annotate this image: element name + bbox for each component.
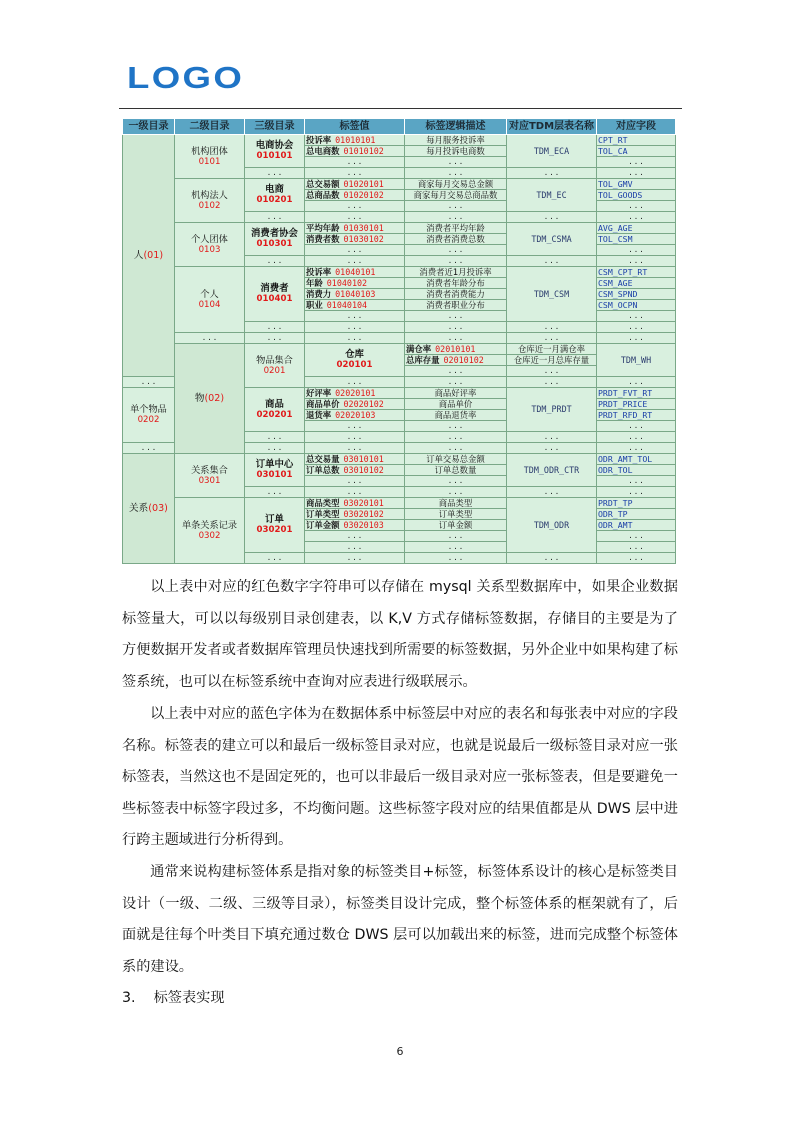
level3-cell: 消费者 010401 <box>245 267 305 322</box>
tag-desc-cell: 消费者年龄分布 <box>405 278 507 289</box>
tag-value-cell: 商品类型 03020101 <box>305 498 405 509</box>
field-cell: . . . <box>597 542 676 553</box>
tag-desc-cell: . . . <box>405 432 507 443</box>
paragraph-blue-fields: 以上表中对应的蓝色字体为在数据体系中标签层中对应的表名和每张表中对应的字段名称。标签表的建立可以和最后一级标签目录对应，也就是说最后一级标签目录对应一张标签表，当然这也不是固定死的，也可以非最后一级目录对应一张标签表，但是要避免一些标签表中标签字段过多，不均衡问题。这些标签字段对应的结果值都是从 DWS 层中进行跨主题域进行分析得到。 <box>122 706 678 848</box>
field-cell: AVG_AGE <box>597 223 676 234</box>
field-cell: . . . <box>597 322 676 333</box>
level1-cell: 物(02) <box>175 344 245 454</box>
tag-value-cell: 总交易额 01020101 <box>305 179 405 190</box>
tag-value-cell: 总电商数 01010102 <box>305 146 405 157</box>
tag-value-cell: 消费者数 01030102 <box>305 234 405 245</box>
page-number: 6 <box>396 1045 404 1058</box>
field-cell: . . . <box>597 377 676 388</box>
tag-desc-cell: 消费者平均年龄 <box>405 223 507 234</box>
tag-value-cell: 总交易量 03010101 <box>305 454 405 465</box>
tag-desc-cell: . . . <box>405 476 507 487</box>
level2-cell: 个人团体 0103 <box>175 223 245 267</box>
tag-desc-cell: . . . <box>405 377 507 388</box>
tag-desc-cell: . . . <box>405 487 507 498</box>
tag-desc-cell: . . . <box>405 311 507 322</box>
tag-value-cell: 好评率 02020101 <box>305 388 405 399</box>
field-cell: PRDT_PRICE <box>597 399 676 410</box>
level3-cell: . . . <box>245 487 305 498</box>
tag-value-cell: . . . <box>305 443 405 454</box>
tag-desc-cell: . . . <box>405 542 507 553</box>
tag-value-cell: 职业 01040104 <box>305 300 405 311</box>
level1-cell: 人(01) <box>123 135 175 377</box>
level2-cell: 个人 0104 <box>175 267 245 333</box>
tag-value-cell: . . . <box>305 245 405 256</box>
field-cell: CPT_RT <box>597 135 676 146</box>
header-tdm-table: 对应TDM层表名称 <box>507 119 597 135</box>
tag-desc-cell: 商家每月交易总商品数 <box>405 190 507 201</box>
tag-value-cell: . . . <box>305 476 405 487</box>
level3-cell: . . . <box>245 256 305 267</box>
tdm-table-cell: . . . <box>507 322 597 333</box>
tag-desc-cell: . . . <box>405 256 507 267</box>
tag-desc-cell: . . . <box>405 157 507 168</box>
field-cell: TOL_GMV <box>597 179 676 190</box>
level3-cell: . . . <box>245 322 305 333</box>
level2-cell: . . . <box>123 443 175 454</box>
tag-desc-cell: . . . <box>405 553 507 564</box>
tag-value-cell: 退货率 02020103 <box>305 410 405 421</box>
level3-cell: 订单 030201 <box>245 498 305 553</box>
tdm-table-cell: TDM_ECA <box>507 135 597 168</box>
level3-cell: . . . <box>245 443 305 454</box>
tag-value-cell: . . . <box>305 333 405 344</box>
level3-cell: 电商协会 010101 <box>245 135 305 168</box>
section-heading: 3. 标签表实现 <box>122 990 225 1006</box>
table-row <box>123 223 676 234</box>
header-level1: 一级目录 <box>123 119 175 135</box>
field-cell: . . . <box>597 553 676 564</box>
level3-cell: . . . <box>245 432 305 443</box>
table-row <box>123 179 676 190</box>
header-tag-logic: 标签逻辑描述 <box>405 119 507 135</box>
field-cell: CSM_CPT_RT <box>597 267 676 278</box>
tdm-table-cell: . . . <box>507 377 597 388</box>
tag-desc-cell: . . . <box>405 421 507 432</box>
table-header-row <box>123 119 676 135</box>
field-cell: . . . <box>597 245 676 256</box>
tdm-table-cell: TDM_ODR_CTR <box>507 454 597 487</box>
level2-cell: 物品集合 0201 <box>245 344 305 388</box>
paragraph-red-codes: 以上表中对应的红色数字字符串可以存储在 mysql 关系型数据库中，如果企业数据标签量大，可以以每级别目录创建表，以 K,V 方式存储标签数据，存储目的主要是为了方便数据开发者或者数据库管理员快速找到所需要的标签数据，另外企业中如果构建了标签系统，也可以在标签系统中查询对应表进行级联展示。 <box>122 579 678 690</box>
tag-table <box>122 118 676 564</box>
field-cell: TOL_CA <box>597 146 676 157</box>
tdm-table-cell: TDM_CSM <box>507 267 597 322</box>
tdm-table-cell: TDM_EC <box>507 179 597 212</box>
tag-value-cell: 总库存量 02010102 <box>405 355 507 366</box>
tag-value-cell: . . . <box>305 201 405 212</box>
tdm-table-cell: . . . <box>507 168 597 179</box>
field-cell: ODR_AMT <box>597 520 676 531</box>
tag-desc-cell: . . . <box>405 443 507 454</box>
tag-value-cell: 平均年龄 01030101 <box>305 223 405 234</box>
tag-value-cell: . . . <box>305 212 405 223</box>
field-cell: . . . <box>597 487 676 498</box>
tag-desc-cell: 消费者职业分布 <box>405 300 507 311</box>
tag-desc-cell: 订单交易总金额 <box>405 454 507 465</box>
field-cell: . . . <box>597 256 676 267</box>
tag-value-cell: 总商品数 01020102 <box>305 190 405 201</box>
tag-value-cell: . . . <box>305 377 405 388</box>
tag-desc-cell: . . . <box>405 212 507 223</box>
field-cell: CSM_SPND <box>597 289 676 300</box>
level1-cell: 关系(03) <box>123 454 175 564</box>
field-cell: . . . <box>597 476 676 487</box>
level3-cell: . . . <box>245 212 305 223</box>
field-cell: . . . <box>597 333 676 344</box>
field-cell: TOL_GOODS <box>597 190 676 201</box>
tag-desc-cell: 消费者消费总数 <box>405 234 507 245</box>
tag-desc-cell: . . . <box>405 333 507 344</box>
tdm-table-cell: . . . <box>507 443 597 454</box>
field-cell: . . . <box>597 432 676 443</box>
tdm-table-cell: . . . <box>507 432 597 443</box>
field-cell: ODR_TP <box>597 509 676 520</box>
table-row <box>123 454 676 465</box>
paragraph-tag-system: 通常来说构建标签体系是指对象的标签类目+标签，标签体系设计的核心是标签类目设计（一级、二级、三级等目录），标签类目设计完成，整个标签体系的框架就有了，后面就是往每个叶类目下填充通过数仓 DWS 层可以加载出来的标签，进而完成整个标签体系的建设。 <box>122 864 678 975</box>
level3-cell: . . . <box>245 553 305 564</box>
level2-cell: . . . <box>175 333 245 344</box>
tag-value-cell: . . . <box>305 542 405 553</box>
field-cell: CSM_OCPN <box>597 300 676 311</box>
tdm-table-cell: . . . <box>507 487 597 498</box>
header-field: 对应字段 <box>597 119 676 135</box>
tag-value-cell: . . . <box>305 421 405 432</box>
level3-cell: 订单中心 030101 <box>245 454 305 487</box>
tag-value-cell: . . . <box>305 157 405 168</box>
table-row <box>123 498 676 509</box>
level3-cell: 商品 020201 <box>245 388 305 432</box>
field-cell: . . . <box>597 531 676 542</box>
field-cell: . . . <box>597 168 676 179</box>
level3-cell: . . . <box>245 168 305 179</box>
table-row <box>123 267 676 278</box>
field-cell: . . . <box>597 443 676 454</box>
header-tag-value: 标签值 <box>305 119 405 135</box>
tag-value-cell: . . . <box>305 432 405 443</box>
level2-cell: 机构团体 0101 <box>175 135 245 179</box>
tdm-table-cell: TDM_ODR <box>507 498 597 553</box>
level2-cell: 机构法人 0102 <box>175 179 245 223</box>
tag-desc-cell: . . . <box>405 245 507 256</box>
tag-value-cell: . . . <box>305 553 405 564</box>
field-cell: . . . <box>597 157 676 168</box>
level3-cell: 仓库 020101 <box>305 344 405 377</box>
level3-cell: 消费者协会 010301 <box>245 223 305 256</box>
tag-desc-cell: 商家每月交易总金额 <box>405 179 507 190</box>
field-cell: ODR_TOL <box>597 465 676 476</box>
tag-desc-cell: . . . <box>507 366 597 377</box>
header-level3: 三级目录 <box>245 119 305 135</box>
tag-desc-cell: 订单金额 <box>405 520 507 531</box>
tdm-table-cell: TDM_PRDT <box>507 388 597 432</box>
field-cell: . . . <box>597 212 676 223</box>
tdm-table-cell: . . . <box>507 553 597 564</box>
tag-value-cell: . . . <box>305 311 405 322</box>
field-cell: CSM_AGE <box>597 278 676 289</box>
field-cell: . . . <box>597 311 676 322</box>
level3-cell: . . . <box>123 377 175 388</box>
tag-value-cell: . . . <box>305 531 405 542</box>
level2-cell: 关系集合 0301 <box>175 454 245 498</box>
tag-desc-cell: 订单总数量 <box>405 465 507 476</box>
tag-desc-cell: 消费者消费能力 <box>405 289 507 300</box>
tag-value-cell: 商品单价 02020102 <box>305 399 405 410</box>
tag-value-cell: 订单金额 03020103 <box>305 520 405 531</box>
header-level2: 二级目录 <box>175 119 245 135</box>
field-cell: PRDT_TP <box>597 498 676 509</box>
field-cell: . . . <box>597 201 676 212</box>
tag-value-cell: 满仓率 02010101 <box>405 344 507 355</box>
table-row <box>123 344 676 355</box>
tag-value-cell: 年龄 01040102 <box>305 278 405 289</box>
tag-desc-cell: . . . <box>405 201 507 212</box>
tag-value-cell: 订单总数 03010102 <box>305 465 405 476</box>
level3-cell: 电商 010201 <box>245 179 305 212</box>
field-cell: PRDT_RFD_RT <box>597 410 676 421</box>
tag-value-cell: . . . <box>305 322 405 333</box>
tag-value-cell: . . . <box>405 366 507 377</box>
tdm-table-cell: . . . <box>507 333 597 344</box>
tag-desc-cell: . . . <box>405 531 507 542</box>
table-row <box>123 333 676 344</box>
tag-value-cell: 投诉率 01010101 <box>305 135 405 146</box>
level3-cell: . . . <box>245 333 305 344</box>
field-cell: ODR_AMT_TOL <box>597 454 676 465</box>
tag-desc-cell: . . . <box>405 168 507 179</box>
tag-desc-cell: 消费者近1月投诉率 <box>405 267 507 278</box>
tag-desc-cell: 每月投诉电商数 <box>405 146 507 157</box>
level2-cell: 单条关系记录 0302 <box>175 498 245 564</box>
field-cell: PRDT_FVT_RT <box>597 388 676 399</box>
tag-value-cell: . . . <box>305 256 405 267</box>
tag-value-cell: . . . <box>305 487 405 498</box>
tag-desc-cell: 每月服务投诉率 <box>405 135 507 146</box>
tag-desc-cell: 订单类型 <box>405 509 507 520</box>
logo: LOGO <box>127 60 245 95</box>
tag-value-cell: 消费力 01040103 <box>305 289 405 300</box>
tag-desc-cell: . . . <box>405 322 507 333</box>
tdm-table-cell: TDM_WH <box>597 344 676 377</box>
tag-desc-cell: 仓库近一月总库存量 <box>507 355 597 366</box>
tag-desc-cell: 商品好评率 <box>405 388 507 399</box>
header-rule <box>119 108 682 109</box>
tdm-table-cell: TDM_CSMA <box>507 223 597 256</box>
tag-value-cell: . . . <box>305 168 405 179</box>
tdm-table-cell: . . . <box>507 212 597 223</box>
tag-desc-cell: 商品单价 <box>405 399 507 410</box>
tag-desc-cell: 商品退货率 <box>405 410 507 421</box>
level2-cell: 单个物品 0202 <box>123 388 175 443</box>
field-cell: TOL_CSM <box>597 234 676 245</box>
field-cell: . . . <box>597 421 676 432</box>
table-row <box>123 135 676 146</box>
tdm-table-cell: . . . <box>507 256 597 267</box>
tag-value-cell: 订单类型 03020102 <box>305 509 405 520</box>
tag-value-cell: 投诉率 01040101 <box>305 267 405 278</box>
tag-desc-cell: 商品类型 <box>405 498 507 509</box>
tag-desc-cell: 仓库近一月满仓率 <box>507 344 597 355</box>
